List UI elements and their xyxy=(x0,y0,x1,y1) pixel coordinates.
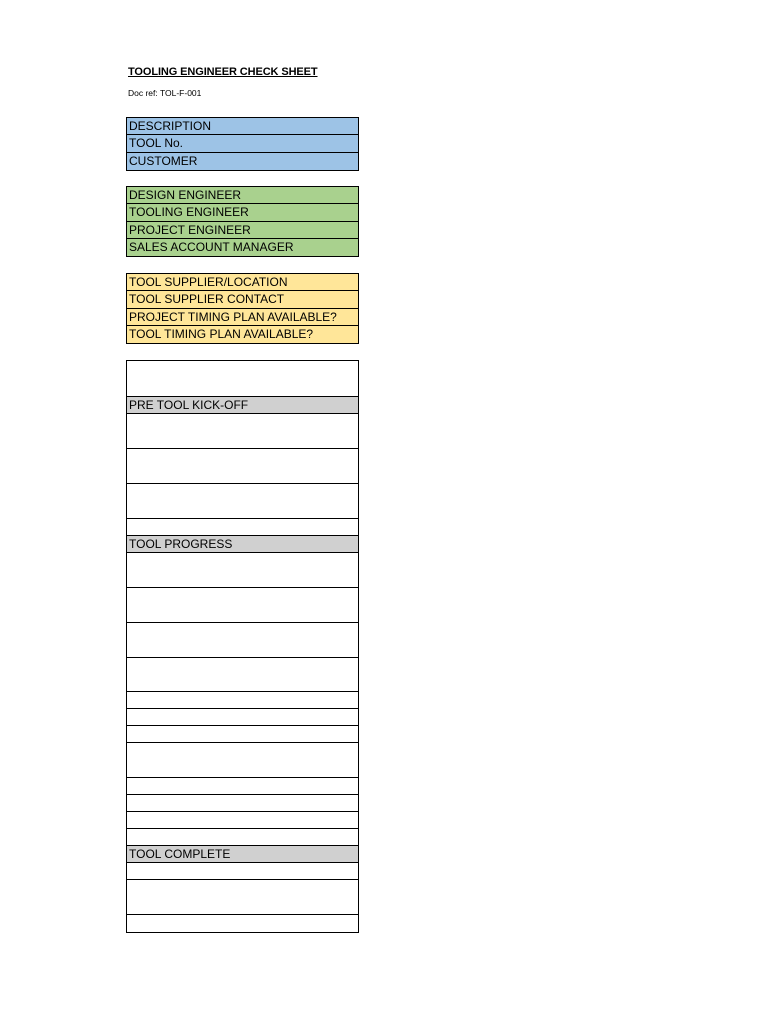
pre-tool-kickoff-header: PRE TOOL KICK-OFF xyxy=(127,397,358,414)
tool-progress-header: TOOL PROGRESS xyxy=(127,536,358,553)
doc-ref: Doc ref: TOL-F-001 xyxy=(128,88,202,98)
blank-cell[interactable] xyxy=(127,915,358,932)
project-timing-plan-row[interactable]: PROJECT TIMING PLAN AVAILABLE? xyxy=(127,309,358,326)
blank-cell[interactable] xyxy=(127,449,358,484)
blank-cell[interactable] xyxy=(127,361,358,397)
sales-account-manager-row[interactable]: SALES ACCOUNT MANAGER xyxy=(127,239,358,256)
sheet-title: TOOLING ENGINEER CHECK SHEET xyxy=(128,66,318,78)
blank-cell[interactable] xyxy=(127,863,358,880)
personnel-block xyxy=(126,186,359,257)
blank-cell[interactable] xyxy=(127,743,358,778)
tool-timing-plan-row[interactable]: TOOL TIMING PLAN AVAILABLE? xyxy=(127,326,358,343)
blank-cell[interactable] xyxy=(127,588,358,623)
blank-cell[interactable] xyxy=(127,484,358,519)
customer-row[interactable]: CUSTOMER xyxy=(127,153,358,170)
tooling-engineer-row[interactable]: TOOLING ENGINEER xyxy=(127,204,358,221)
blank-cell[interactable] xyxy=(127,623,358,658)
project-engineer-row[interactable]: PROJECT ENGINEER xyxy=(127,222,358,239)
design-engineer-row[interactable]: DESIGN ENGINEER xyxy=(127,187,358,204)
tool-complete-header: TOOL COMPLETE xyxy=(127,846,358,863)
blank-cell[interactable] xyxy=(127,658,358,692)
blank-cell[interactable] xyxy=(127,778,358,795)
blank-cell[interactable] xyxy=(127,553,358,588)
blank-cell[interactable] xyxy=(127,519,358,536)
blank-cell[interactable] xyxy=(127,414,358,449)
blank-cell[interactable] xyxy=(127,795,358,812)
description-row[interactable]: DESCRIPTION xyxy=(127,118,358,135)
project-info-block xyxy=(126,117,359,171)
tool-number-row[interactable]: TOOL No. xyxy=(127,135,358,152)
blank-cell[interactable] xyxy=(127,726,358,743)
blank-cell[interactable] xyxy=(127,709,358,726)
blank-cell[interactable] xyxy=(127,812,358,829)
tool-supplier-location-row[interactable]: TOOL SUPPLIER/LOCATION xyxy=(127,274,358,291)
blank-cell[interactable] xyxy=(127,880,358,915)
blank-cell[interactable] xyxy=(127,692,358,709)
tool-supplier-contact-row[interactable]: TOOL SUPPLIER CONTACT xyxy=(127,291,358,308)
checklist-table xyxy=(126,360,359,933)
supplier-block xyxy=(126,273,359,344)
blank-cell[interactable] xyxy=(127,829,358,846)
